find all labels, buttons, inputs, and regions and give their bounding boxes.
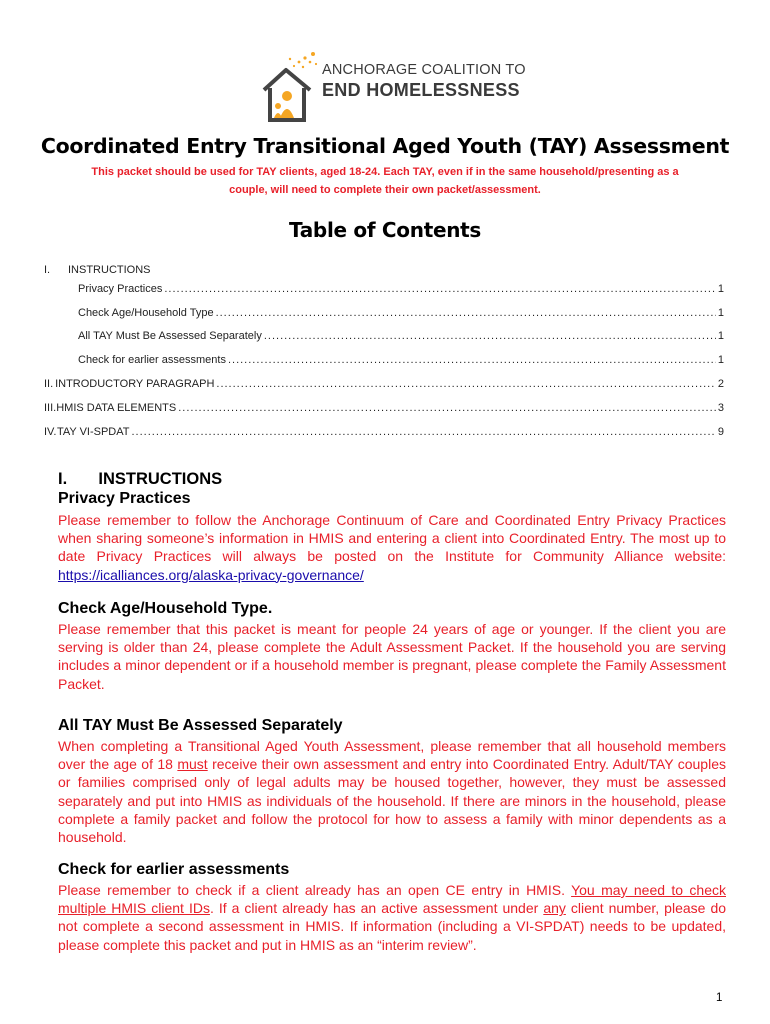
toc-page: 1: [717, 283, 724, 295]
toc-label: All TAY Must Be Assessed Separately: [78, 330, 262, 342]
intro-note-line2: couple, will need to complete their own packet/assessment.: [229, 184, 541, 196]
toc-num: II.: [44, 378, 54, 390]
age-paragraph: Please remember that this packet is meant for people 24 years of age or younger. If the client you are serving is older than 24, please complete the Adult Assessment Packet. If the household you are serving includes a minor dependent or if a household member is pregnant, please complete the Family Assessment Packet.: [58, 621, 726, 692]
toc-num: III.: [44, 402, 57, 414]
toc-page: 1: [717, 354, 724, 366]
toc-leader-dots: [131, 425, 715, 439]
toc-page: 1: [717, 307, 724, 319]
toc-leader-dots: [228, 353, 716, 367]
toc-leader-dots: [216, 377, 715, 391]
privacy-paragraph: [58, 511, 726, 584]
intro-note: [50, 163, 720, 199]
toc-num: I.: [44, 264, 51, 276]
toc-label: Check for earlier assessments: [78, 354, 226, 366]
earlier-text-b: . If a client already has an active assessment under: [209, 900, 544, 917]
age-heading: Check Age/Household Type.: [58, 600, 273, 617]
toc-page: 2: [717, 378, 724, 390]
earlier-heading: Check for earlier assessments: [58, 861, 290, 878]
toc-item-privacy-practices[interactable]: [78, 282, 724, 296]
separate-text-b: receive their own assessment and entry into Coordinated Entry. Adult/TAY couples or families comprised only of legal adults may be housed together, however, they must be assessed separately and put into HMIS as individuals of the household. If there are minors in the household, please complete a family packet and follow the protocol for how to assess a family with minor dependents as a household.: [58, 756, 726, 846]
toc-leader-dots: [164, 282, 716, 296]
toc-item-tay-vi-spdat[interactable]: [44, 425, 724, 439]
toc-leader-dots: [178, 401, 716, 415]
section-title: INSTRUCTIONS: [98, 470, 223, 488]
earlier-text-any: any: [543, 900, 566, 917]
intro-note-line1: This packet should be used for TAY clients, aged 18-24. Each TAY, even if in the same household/presenting as a: [91, 166, 679, 178]
toc-label: Privacy Practices: [78, 283, 163, 295]
page-number: 1: [716, 992, 723, 1004]
toc-label: TAY VI-SPDAT: [56, 426, 130, 438]
toc-item-instructions[interactable]: [44, 263, 151, 277]
toc-page: 1: [717, 330, 724, 342]
toc-item-check-age[interactable]: [78, 306, 724, 320]
toc-leader-dots: [216, 306, 716, 320]
section-heading: [58, 470, 222, 489]
earlier-paragraph: [58, 881, 726, 954]
document-title: Coordinated Entry Transitional Aged Youth (TAY) Assessment: [40, 134, 730, 158]
toc-item-assessed-separately[interactable]: [78, 329, 724, 343]
separate-heading: All TAY Must Be Assessed Separately: [58, 717, 343, 734]
house-icon: [258, 48, 320, 126]
toc-item-hmis-data-elements[interactable]: [44, 401, 724, 415]
separate-text-must: must: [177, 756, 208, 773]
earlier-text-underlined: You may need to check multiple HMIS client IDs: [58, 882, 726, 917]
separate-paragraph: [58, 737, 726, 846]
privacy-text: Please remember to follow the Anchorage Continuum of Care and Coordinated Entry Privacy Practices when sharing someone’s information in HMIS and entering a client into Coordinated Entry. The most up to date Privacy Practices will always be posted on the Institute for Community Alliance website:: [58, 512, 726, 565]
toc-label: Check Age/Household Type: [78, 307, 214, 319]
toc-title: Table of Contents: [288, 218, 482, 242]
logo-text-line1: ANCHORAGE COALITION TO: [322, 62, 526, 78]
coalition-logo: [258, 48, 526, 126]
toc-item-earlier-assessments[interactable]: [78, 353, 724, 367]
separate-text-a: When completing a Transitional Aged Youth Assessment, please remember that all household members over the age of 18: [58, 738, 726, 773]
earlier-text-a: Please remember to check if a client already has an open CE entry in HMIS.: [58, 882, 572, 898]
toc-leader-dots: [264, 329, 716, 343]
toc-item-introductory-paragraph[interactable]: [44, 377, 724, 391]
toc-label: INTRODUCTORY PARAGRAPH: [55, 378, 215, 390]
privacy-link[interactable]: https://icalliances.org/alaska-privacy-governance/: [58, 566, 364, 583]
toc-page: 9: [717, 426, 724, 438]
earlier-text-c: client number, please do not complete a second assessment in HMIS. If information (including a VI-SPDAT) needs to be updated, please complete this packet and put in HMIS as an “interim review”.: [58, 900, 727, 953]
toc-num: IV.: [44, 426, 57, 438]
toc-label: HMIS DATA ELEMENTS: [56, 402, 177, 414]
toc-label: INSTRUCTIONS: [68, 264, 151, 276]
toc-page: 3: [717, 402, 724, 414]
logo-text-line2: END HOMELESSNESS: [322, 80, 520, 100]
section-number: I.: [58, 470, 68, 488]
privacy-heading: Privacy Practices: [58, 490, 191, 507]
